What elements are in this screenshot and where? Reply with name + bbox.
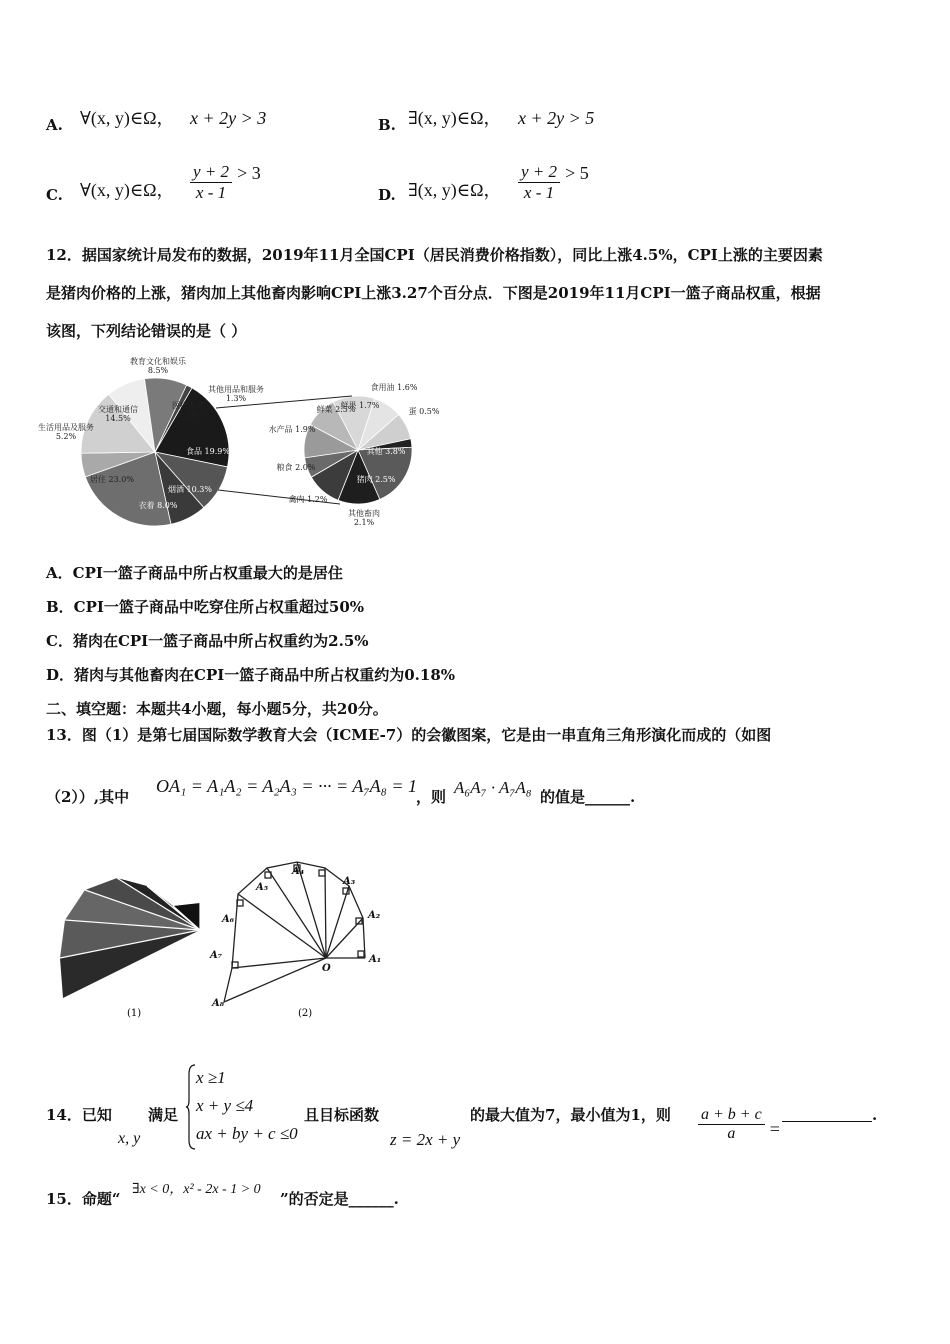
q15-prefix: 15．命题“ (46, 1190, 121, 1208)
sub-pie-label-5: 其他畜肉 2.1% (348, 509, 380, 527)
q13-stem-suffix: 的值是______. (540, 788, 636, 806)
q11-option-c-inequality (190, 162, 261, 203)
q13-stem-prefix: （2））,其中 (46, 788, 130, 806)
q11-option-a-label: A. (46, 116, 63, 134)
label-o: O (322, 963, 331, 974)
main-pie-label-4: 生活用品及服务 5.2% (38, 423, 94, 441)
q12-option-c: C．猪肉在CPI一篮子商品中所占权重约为2.5% (46, 632, 369, 650)
main-pie-label-2: 衣着 8.0% (138, 501, 178, 510)
sub-pie-label-9: 鲜菜 2.5% (316, 405, 356, 414)
cpi-pie-chart (40, 352, 460, 532)
main-pie-label-1: 烟酒 10.3% (168, 485, 212, 494)
q14-variables: x, y (118, 1130, 141, 1147)
q14-ineq-3: ax + by + c ≤0 (196, 1124, 298, 1143)
label-a4: A₄ (292, 866, 305, 877)
q11-option-d-inequality (518, 162, 589, 203)
q13-condition: OA₁ = A₁A₂ = A₂A₃ = ··· = A₇A₈ = 1 (156, 776, 418, 796)
q11-option-c-quantifier: ∀(x, y)∈Ω， (80, 180, 175, 200)
main-pie-label-3: 居住 23.0% (90, 475, 134, 484)
q14-equals: = (769, 1119, 780, 1139)
sub-pie-label-4: 猪肉 2.5% (356, 475, 396, 484)
q11-d-rhs: > 5 (565, 163, 589, 183)
sub-pie-label-0: 鲜果 1.7% (340, 401, 380, 410)
q14-satisfy: 满足 (148, 1106, 179, 1124)
sub-pie-label-2: 蛋 0.5% (408, 407, 440, 416)
q14-goal: 且目标函数 (304, 1106, 380, 1124)
q11-option-b-label: B. (378, 116, 396, 134)
q12-stem-line2: 是猪肉价格的上涨，猪肉加上其他畜肉影响CPI上涨3.27个百分点．下图是2019年11月CPI一篮子商品权重，根据 (46, 284, 821, 302)
q11-option-b-expr: x + 2y > 5 (518, 108, 595, 128)
label-a1: A₁ (369, 954, 382, 965)
q11-option-a-quantifier: ∀(x, y)∈Ω， (80, 108, 175, 128)
q14-frac-denominator: a (727, 1125, 736, 1142)
q14-objective-function: z = 2x + y (390, 1130, 461, 1149)
q11-option-a-expr: x + 2y > 3 (190, 108, 267, 128)
main-pie-label-5: 交通和通信 14.5% (98, 405, 138, 423)
main-pie-label-8: 其他用品和服务 1.3% (208, 385, 264, 403)
q11-d-denominator: x - 1 (523, 183, 555, 202)
q11-option-c-label: C. (46, 186, 63, 204)
icme-logo-figure (55, 858, 215, 1019)
label-a8: A₈ (212, 998, 225, 1009)
fig1-caption: (1) (127, 1008, 142, 1019)
label-a3: A₃ (343, 876, 356, 887)
sub-pie-label-8: 水产品 1.9% (268, 425, 316, 434)
main-pie-label-6: 教育文化和娱乐 8.5% (130, 357, 186, 375)
q15-proposition: ∃x < 0，x² - 2x - 1 > 0 (132, 1182, 261, 1197)
q14-frac-numerator: a + b + c (698, 1106, 765, 1125)
q14-prefix: 14．已知 (46, 1106, 112, 1124)
q11-option-d-quantifier: ∃(x, y)∈Ω， (408, 180, 502, 200)
q14-ineq-1: x ≥1 (196, 1068, 226, 1087)
right-triangle-spiral-figure (210, 860, 400, 1020)
q11-option-d-label: D. (378, 186, 396, 204)
sub-pie-label-1: 食用油 1.6% (370, 383, 418, 392)
q13-expression: A₆A₇ · A₇A₈ (454, 778, 532, 797)
q13-stem-mid: ，则 (416, 788, 447, 806)
sub-pie-label-7: 粮食 2.0% (276, 463, 316, 472)
q11-c-numerator: y + 2 (190, 162, 232, 183)
main-pie-label-0: 食品 19.9% (186, 447, 230, 456)
label-a6: A₆ (222, 914, 235, 925)
main-pie-label-7: 医疗保健 9.3% (172, 401, 204, 419)
sub-pie-label-6: 禽肉 1.2% (288, 495, 328, 504)
fig2-caption: (2) (298, 1008, 313, 1019)
q12-stem-line1: 12．据国家统计局发布的数据，2019年11月全国CPI（居民消费价格指数），同比上涨4.5%，CPI上涨的主要因素 (46, 246, 823, 264)
q11-option-b-quantifier: ∃(x, y)∈Ω， (408, 108, 502, 128)
q11-c-rhs: > 3 (237, 163, 261, 183)
q11-d-numerator: y + 2 (518, 162, 560, 183)
label-a7: A₇ (210, 950, 223, 961)
q12-option-b: B．CPI一篮子商品中吃穿住所占权重超过50% (46, 598, 365, 616)
q12-option-d: D．猪肉与其他畜肉在CPI一篮子商品中所占权重约为0.18% (46, 666, 456, 684)
q14-answer-blank[interactable] (782, 1121, 872, 1122)
q12-stem-line3: 该图，下列结论错误的是（ ） (46, 322, 247, 340)
q14-system-brace (186, 1064, 196, 1150)
q15-suffix: ”的否定是______. (280, 1190, 399, 1208)
q11-c-denominator: x - 1 (195, 183, 227, 202)
q13-stem-line1: 13．图（1）是第七届国际数学教育大会（ICME-7）的会徽图案，它是由一串直角三角形演化而成的（如图 (46, 726, 772, 744)
q14-tail: 的最大值为7，最小值为1，则 (470, 1106, 671, 1124)
q14-end: . (872, 1106, 878, 1124)
q14-inequality-system (196, 1064, 298, 1148)
section-heading: 二、填空题：本题共4小题，每小题5分，共20分。 (46, 700, 388, 718)
q12-option-a: A．CPI一篮子商品中所占权重最大的是居住 (46, 564, 343, 582)
label-a2: A₂ (368, 910, 381, 921)
q14-ineq-2: x + y ≤4 (196, 1096, 254, 1115)
label-a5: A₅ (256, 882, 269, 893)
sub-pie-label-3: 其他 3.8% (366, 447, 406, 456)
q14-answer-fraction (698, 1106, 780, 1143)
